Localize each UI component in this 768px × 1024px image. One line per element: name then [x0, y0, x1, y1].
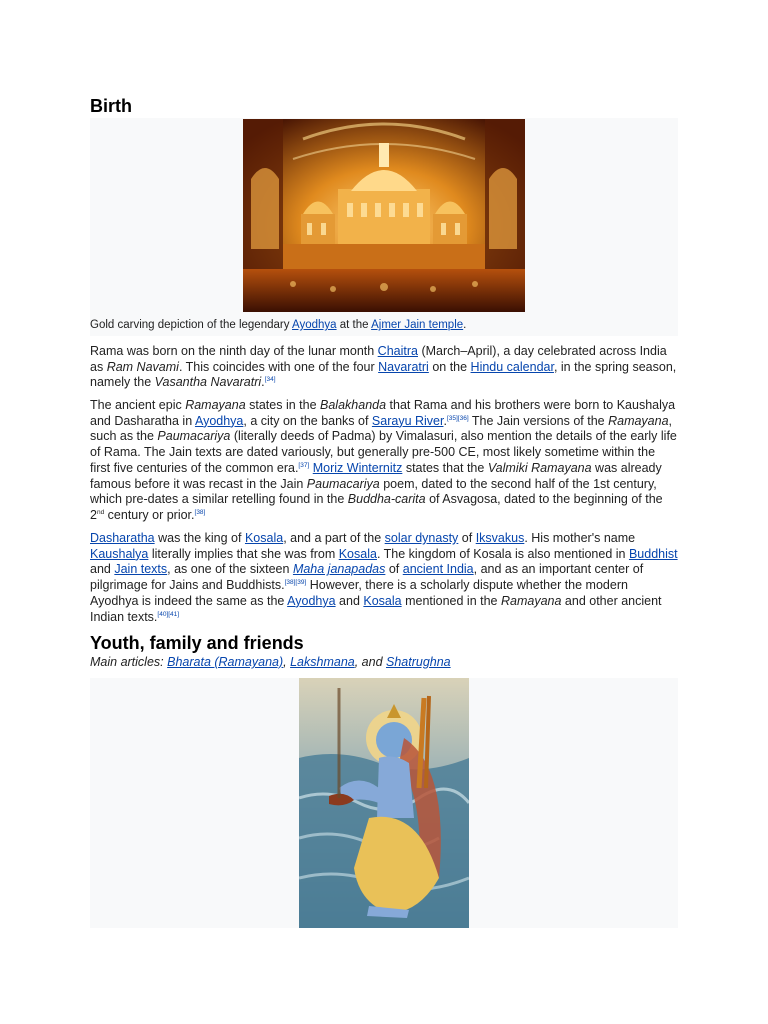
citation-ref[interactable]: [40][41]	[157, 610, 180, 618]
figure-ayodhya-carving	[90, 118, 678, 336]
paragraph-ancient-epic: The ancient epic Ramayana states in the Balakhanda that Rama and his brothers were born to Kaushalya and Dasharatha in Ayodhya, a city on the banks of Sarayu River.[35][36] The Jain versions of the Ramayana, such as the Paumacariya (literally deeds of Padma) by Vimalasuri, also mention the details of the early life of Rama. The Jain texts are dated variously, but generally pre-500 CE, most likely sometime within the first five centuries of the common era.[37] Moriz Winternitz states that the Valmiki Ramayana was already famous before it was recast in the Jain Paumacariya poem, dated to the second half of the 1st century, which pre-dates a similar retelling found in the Buddha-carita of Asvagosa, dated to the beginning of the 2nd century or prior.[38]	[90, 398, 677, 522]
link-ayodhya[interactable]: Ayodhya	[194, 413, 244, 428]
link-sarayu-river[interactable]: Sarayu River	[371, 413, 444, 428]
link-kosala[interactable]: Kosala	[363, 593, 402, 608]
citation-ref[interactable]: [34]	[264, 376, 276, 384]
citation-ref[interactable]: [37]	[298, 461, 310, 469]
ayodhya-carving-image[interactable]	[243, 119, 525, 312]
link-ayodhya[interactable]: Ayodhya	[287, 593, 336, 608]
link-jain-texts[interactable]: Jain texts	[114, 562, 168, 577]
link-chaitra[interactable]: Chaitra	[377, 344, 418, 358]
paragraph-birth-date: Rama was born on the ninth day of the lunar month Chaitra (March–April), a day celebrated across India as Ram Navami. This coincides with one of the four Navaratri on the Hindu calendar, in the spring season, namely the Vasantha Navaratri.[34]	[90, 344, 677, 390]
link-ancient-india[interactable]: ancient India	[402, 562, 474, 577]
citation-ref[interactable]: [38]	[194, 508, 206, 516]
link-buddhist[interactable]: Buddhist	[628, 546, 678, 561]
link-iksvakus[interactable]: Iksvakus	[475, 531, 525, 545]
rama-painting-image[interactable]	[299, 678, 469, 928]
citation-ref[interactable]: [38][39]	[284, 578, 307, 586]
link-kaushalya[interactable]: Kaushalya	[90, 546, 149, 561]
link-dasharatha[interactable]: Dasharatha	[90, 531, 155, 545]
link-shatrughna[interactable]: Shatrughna	[386, 655, 451, 669]
section-heading-birth: Birth	[90, 96, 132, 116]
link-moriz-winternitz[interactable]: Moriz Winternitz	[312, 460, 403, 475]
citation-ref[interactable]: [35][36]	[446, 414, 469, 422]
link-bharata[interactable]: Bharata (Ramayana)	[167, 655, 284, 669]
paragraph-dasharatha: Dasharatha was the king of Kosala, and a part of the solar dynasty of Iksvakus. His mother's name Kaushalya literally implies that she was from Kosala. The kingdom of Kosala is also mentioned in Buddhist and Jain texts, as one of the sixteen Maha janapadas of ancient India, and as an important center of pilgrimage for Jains and Buddhists.[38][39] However, there is a scholarly dispute whether the modern Ayodhya is indeed the same as the Ayodhya and Kosala mentioned in the Ramayana and other ancient Indian texts.[40][41]	[90, 531, 678, 624]
link-ayodhya[interactable]: Ayodhya	[292, 319, 337, 331]
link-hindu-calendar[interactable]: Hindu calendar	[470, 359, 554, 374]
link-lakshmana[interactable]: Lakshmana	[290, 655, 355, 669]
link-maha-janapadas[interactable]: Maha janapadas	[292, 562, 386, 577]
link-kosala[interactable]: Kosala	[338, 546, 377, 561]
main-articles-hatnote: Main articles: Bharata (Ramayana), Lakshmana, and Shatrughna	[90, 655, 451, 669]
link-solar-dynasty[interactable]: solar dynasty	[384, 531, 459, 545]
figure-caption: Gold carving depiction of the legendary Ayodhya at the Ajmer Jain temple.	[90, 319, 467, 331]
link-ajmer-jain-temple[interactable]: Ajmer Jain temple	[371, 319, 464, 331]
link-navaratri[interactable]: Navaratri	[378, 359, 429, 374]
figure-rama-painting	[90, 678, 678, 928]
link-kosala[interactable]: Kosala	[244, 531, 284, 545]
section-heading-youth: Youth, family and friends	[90, 633, 304, 653]
